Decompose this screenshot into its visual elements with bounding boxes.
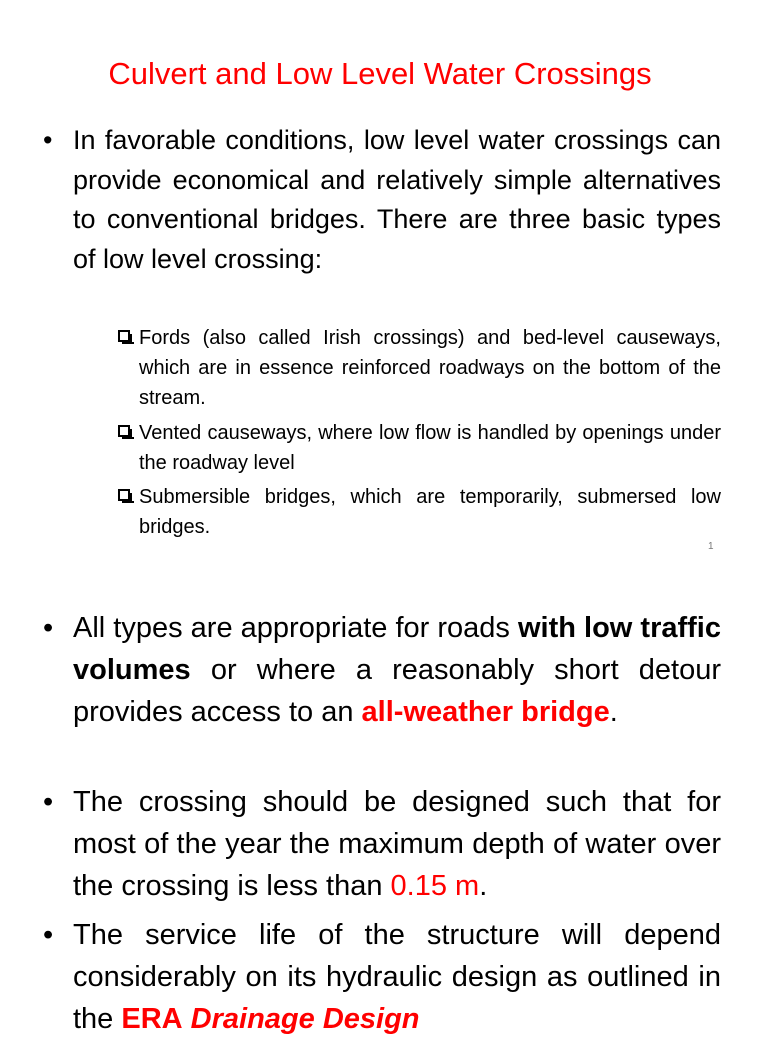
emphasis-low-traffic: with low traffic volumes (73, 612, 721, 686)
bullet-text-part: The crossing should be designed such that for most of the year the maximum depth of water over the crossing is less than (73, 786, 721, 902)
bullet-dot: • (43, 612, 54, 644)
bullet-service-life (43, 914, 721, 1040)
slide-title: Culvert and Low Level Water Crossings (108, 56, 652, 91)
subitem-vented-causeways (139, 418, 721, 478)
bullet-text-part: . (609, 696, 618, 728)
checkbox-square-icon (118, 489, 130, 501)
bullet-types-intro (43, 121, 721, 279)
bullet-dot: • (43, 125, 53, 155)
subitem-submersible-bridges (139, 482, 721, 542)
bullet-text-part: The service life of the structure will depend considerably on its hydraulic design as outlined in the (73, 919, 721, 1035)
checkbox-square-icon (118, 425, 130, 437)
checkbox-square-icon (118, 330, 130, 342)
emphasis-drainage-design: Drainage Design (190, 1003, 420, 1035)
emphasis-all-weather-bridge: all-weather bridge (361, 696, 610, 728)
subitem-text: Vented causeways, where low flow is handled by openings under the roadway level (139, 422, 721, 474)
bullet-text: In favorable conditions, low level water crossings can provide economical and relatively simple alternatives to conventional bridges. There are three basic types of low level crossing: (73, 125, 721, 274)
page-number: 1 (708, 541, 714, 552)
bullet-crossing-depth (43, 781, 721, 907)
bullet-text-part: or where a reasonably short detour provides access to an (73, 654, 721, 728)
subitem-text: Fords (also called Irish crossings) and bed-level causeways, which are in essence reinforced roadways on the bottom of the stream. (139, 327, 721, 409)
subitem-text: Submersible bridges, which are temporarily, submersed low bridges. (139, 486, 721, 538)
emphasis-depth-value: 0.15 m (390, 870, 480, 902)
bullet-all-types (43, 607, 721, 733)
emphasis-era: ERA (121, 1003, 183, 1035)
bullet-text-part (183, 1003, 191, 1035)
bullet-text-part: All types are appropriate for roads (73, 612, 518, 644)
bullet-text-part: . (479, 870, 488, 902)
bullet-dot: • (43, 919, 54, 951)
subitem-fords (139, 323, 721, 413)
bullet-dot: • (43, 786, 54, 818)
